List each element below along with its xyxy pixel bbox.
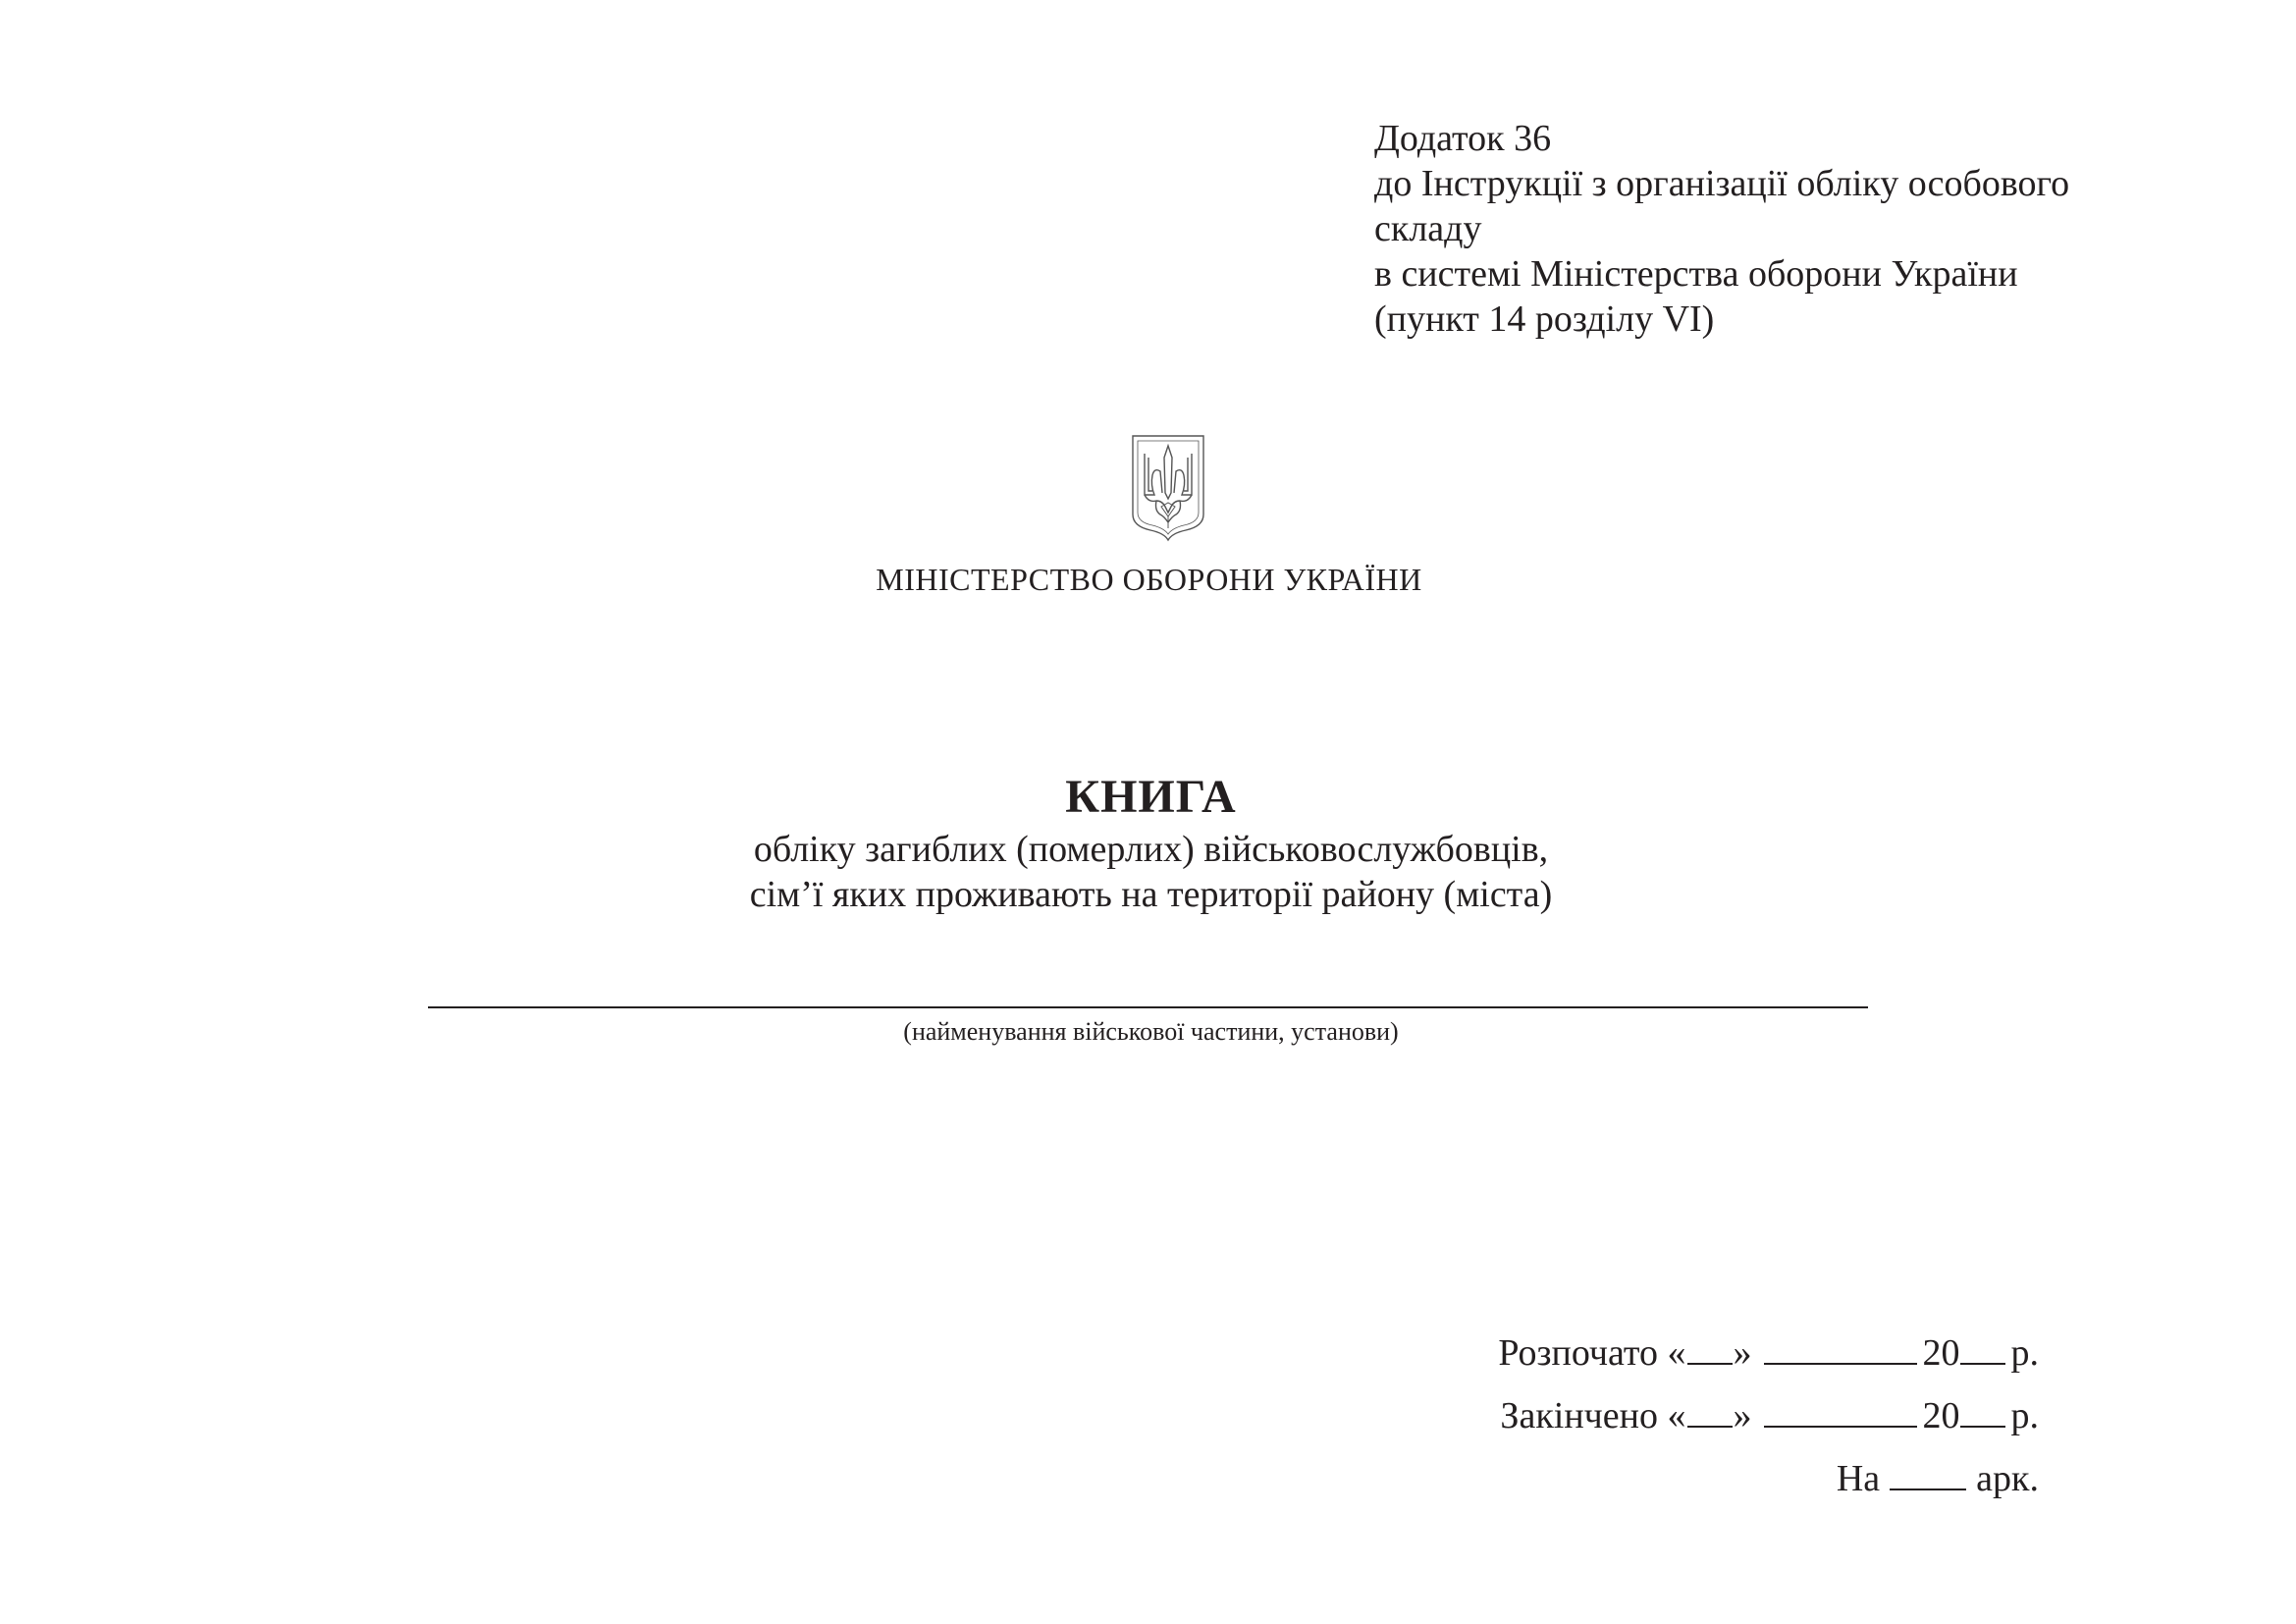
- ministry-name: [0, 562, 2296, 598]
- date-fields: [1498, 1322, 2039, 1510]
- sheets-count-field[interactable]: [1890, 1459, 1966, 1490]
- ministry-name-text: МІНІСТЕРСТВО ОБОРОНИ УКРАЇНИ: [876, 562, 1422, 597]
- book-subtitle-line-1: обліку загиблих (померлих) військовослужбовців,: [753, 829, 1549, 870]
- started-date-row: [1498, 1322, 2039, 1384]
- finished-close-quote: »: [1733, 1395, 1752, 1436]
- started-close-quote: »: [1733, 1332, 1752, 1374]
- started-year-prefix: 20: [1922, 1332, 1960, 1374]
- started-label: Розпочато: [1498, 1332, 1658, 1374]
- unit-name-field[interactable]: [428, 1006, 1868, 1008]
- book-subtitle-line-2: сім’ї яких проживають на території району (міста): [749, 874, 1553, 915]
- finished-label: Закінчено: [1500, 1395, 1658, 1436]
- sheets-prefix: На: [1836, 1458, 1881, 1499]
- sheets-suffix: арк.: [1976, 1458, 2039, 1499]
- finished-day-field[interactable]: [1687, 1396, 1733, 1428]
- appendix-line-section: (пункт 14 розділу VI): [1374, 298, 1715, 340]
- started-open-quote: «: [1667, 1332, 1686, 1374]
- appendix-reference: [1374, 116, 2069, 342]
- coat-of-arms-icon: [1129, 432, 1207, 542]
- finished-year-prefix: 20: [1922, 1395, 1960, 1436]
- started-day-field[interactable]: [1687, 1333, 1733, 1365]
- book-title: КНИГА: [1065, 771, 1237, 823]
- finished-month-field[interactable]: [1764, 1396, 1917, 1428]
- finished-year-field[interactable]: [1960, 1396, 2005, 1428]
- unit-name-caption-text: (найменування військової частини, установи): [903, 1017, 1399, 1046]
- book-title-block: [0, 768, 2296, 917]
- unit-name-caption: [0, 1017, 2296, 1047]
- appendix-line-instruction-cont: складу: [1374, 208, 1482, 249]
- started-month-field[interactable]: [1764, 1333, 1917, 1365]
- started-year-suffix: р.: [2010, 1332, 2039, 1374]
- appendix-line-instruction: до Інструкції з організації обліку особового: [1374, 163, 2070, 204]
- appendix-line-number: Додаток 36: [1374, 118, 1552, 159]
- sheets-row: [1498, 1447, 2039, 1510]
- appendix-line-ministry: в системі Міністерства оборони України: [1374, 253, 2018, 295]
- finished-date-row: [1498, 1384, 2039, 1447]
- started-year-field[interactable]: [1960, 1333, 2005, 1365]
- finished-year-suffix: р.: [2010, 1395, 2039, 1436]
- finished-open-quote: «: [1667, 1395, 1686, 1436]
